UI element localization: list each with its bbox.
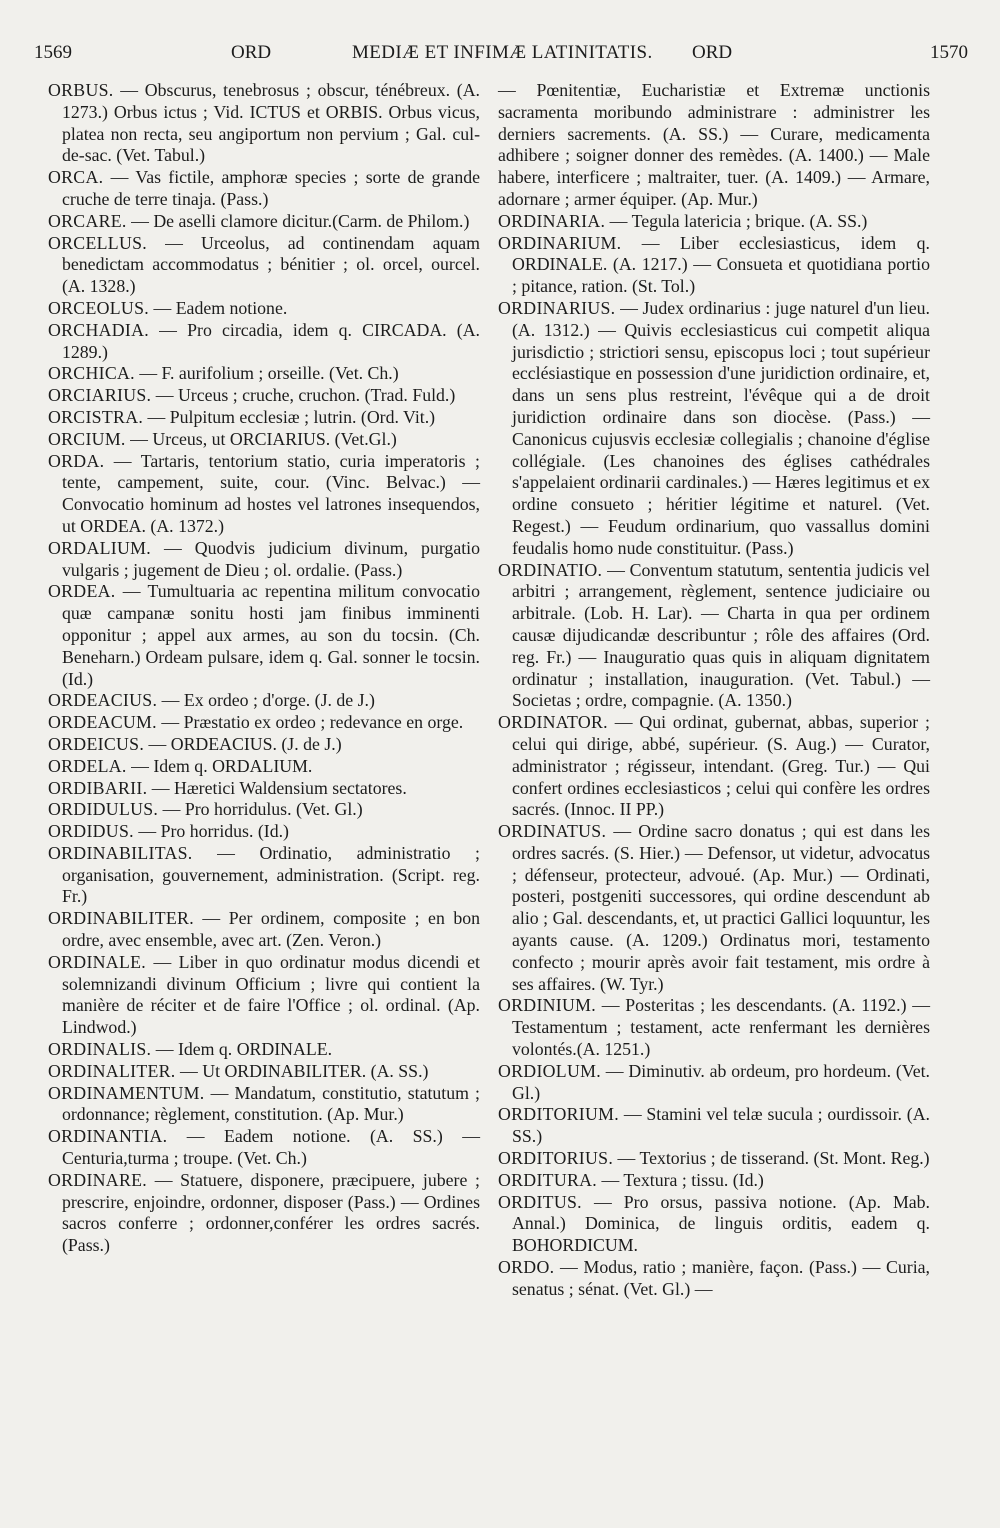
entry-definition: — Præstatio ex ordeo ; redevance en orge. [156, 712, 464, 733]
dictionary-entry [48, 952, 480, 1039]
dictionary-entry [48, 1061, 480, 1083]
dictionary-entry [48, 756, 480, 778]
dictionary-entry [48, 385, 480, 407]
entry-headword: ORDA. [48, 450, 105, 471]
entry-headword: ORCISTRA. [48, 406, 144, 427]
entry-headword: ORCHADIA. [48, 319, 149, 340]
dictionary-entry [498, 1170, 930, 1192]
dictionary-entry [48, 908, 480, 952]
entry-headword: ORDINATOR. [498, 712, 608, 733]
dictionary-entry [498, 233, 930, 298]
entry-definition: — Tegula latericia ; brique. (A. SS.) [605, 210, 868, 231]
entry-definition: — Obscurus, tenebrosus ; obscur, ténébreux. (A. 1273.) Orbus ictus ; Vid. ICTUS et ORBIS. Orbus vicus, platea non recta, seu angiportum non pervium ; Gal. cul-de-sac. (Vet. Tabul.) [62, 80, 480, 166]
entry-definition: — Pro circadia, idem q. CIRCADA. (A. 1289.) [62, 319, 480, 362]
entry-headword: ORDINARIUM. [498, 232, 622, 253]
entry-headword: ORBUS. [48, 80, 114, 100]
entry-headword: ORDINATUS. [498, 821, 607, 842]
entry-definition: — Conventum statutum, sententia judicis vel arbitri ; arrangement, règlement, sentence judiciaire ou arbitrale. (Lob. H. Lar). — Charta in qua per ordinem causæ dijudicandæ describuntur ; rôle des affaires (Ord. reg. Fr.) — Inauguratio quas quis in aliquam dignitatem ordinatur ; installation, inauguration. (Vet. Tabul.) — Societas ; ordre, compagnie. (A. 1350.) [512, 559, 930, 711]
entry-definition: — Liber in quo ordinatur modus dicendi et solemnizandi divinum Officium ; livre qui contient la manière de réciter et de faire l'Office ; ol. ordinal. (Ap. Lindwod.) [62, 951, 480, 1038]
entry-definition: — Ordinatio, administratio ; organisation, gouvernement, administration. (Script. reg. Fr.) [62, 842, 480, 907]
entry-definition: — Hæretici Waldensium sectatores. [147, 777, 407, 798]
guide-word-left: ORD [231, 42, 272, 63]
dictionary-entry [48, 1039, 480, 1061]
entry-definition: — Qui ordinat, gubernat, abbas, superior ; celui qui dirige, abbé, supérieur. (S. Aug.) — Curator, administrator ; régisseur, intendant. (Greg. Tur.) — Qui confert ordines ecclesiasticos ; celui qui confère les ordres sacrés. (Innoc. II PP.) [512, 712, 930, 820]
dictionary-entry [48, 538, 480, 582]
entry-headword: ORDEACUM. [48, 712, 157, 733]
entry-headword: ORCARE. [48, 210, 127, 231]
entry-definition: — Ordine sacro donatus ; qui est dans les ordres sacrés. (S. Hier.) — Defensor, ut videtur, advocatus ; défenseur, protecteur, advoué. (Ap. Mur.) — Ordinati, posteri, postgeniti successores, qui ordine descendunt ab alio ; Gal. descendants, et, ut practici Gallici loquuntur, les ayants cause. (A. 1209.) Ordinatus mori, testamento confecto ; mourir après avoir fait testament, mis ordre à ses affaires. (W. Tyr.) [512, 821, 930, 994]
dictionary-entry [48, 712, 480, 734]
page-number-left: 1569 [34, 42, 72, 63]
entry-definition: — Stamini vel telæ sucula ; ourdissoir. (A. SS.) [512, 1104, 930, 1147]
dictionary-entry [48, 581, 480, 690]
entry-headword: ORDEICUS. [48, 733, 145, 754]
entry-headword: ORDALIUM. [48, 537, 151, 558]
entry-definition: — Pro horridus. (Id.) [133, 821, 289, 842]
left-column [48, 80, 480, 1257]
entry-definition: — Per ordinem, composite ; en bon ordre, avec ensemble, avec art. (Zen. Veron.) [62, 908, 480, 951]
entry-headword: ORDINALE. [48, 951, 147, 972]
entry-definition: — Statuere, disponere, præcipuere, jubere ; prescrire, enjoindre, ordonner, disposer (Pass.) — Ordines sacros conferre ; ordonner,conférer les ordres sacrés. (Pass.) [62, 1169, 480, 1256]
entry-definition: — Mandatum, constitutio, statutum ; ordonnance; règlement, constitution. (Ap. Mur.) [62, 1082, 480, 1125]
entry-headword: ORDINANTIA. [48, 1126, 168, 1147]
dictionary-entry [48, 843, 480, 908]
entry-definition: — F. aurifolium ; orseille. (Vet. Ch.) [134, 363, 399, 384]
entry-headword: ORDINATIO. [498, 559, 603, 580]
dictionary-entry [498, 80, 930, 211]
dictionary-entry [498, 298, 930, 560]
dictionary-entry [48, 1083, 480, 1127]
dictionary-entry [498, 560, 930, 713]
entry-headword: ORCIUM. [48, 428, 126, 449]
dictionary-entry [48, 298, 480, 320]
dictionary-entry [48, 778, 480, 800]
dictionary-entry [48, 320, 480, 364]
entry-definition: — Eadem notione. [149, 297, 288, 318]
entry-definition: — Ex ordeo ; d'orge. (J. de J.) [157, 690, 375, 711]
entry-definition: — Tartaris, tentorium statio, curia imperatoris ; tente, campement, suite, cour. (Vinc. Belvac.) — Convocatio hominum ad hostes vel latrones insequendos, ut ORDEA. (A. 1372.) [62, 450, 480, 536]
dictionary-entry [48, 451, 480, 538]
entry-definition: — Urceolus, ad continendam aquam benedictam accommodatus ; bénitier ; ol. orcel, ourcel. (A. 1328.) [62, 232, 480, 297]
running-header [34, 42, 968, 72]
dictionary-entry [498, 995, 930, 1060]
dictionary-entry [48, 211, 480, 233]
guide-word-right: ORD [692, 42, 733, 63]
entry-headword: ORDEA. [48, 581, 116, 602]
page-number-right: 1570 [930, 42, 968, 63]
entry-headword: ORCEOLUS. [48, 297, 150, 318]
entry-headword: ORDIBARII. [48, 777, 148, 798]
entry-headword: ORDITORIUM. [498, 1104, 620, 1125]
dictionary-entry [48, 80, 480, 167]
dictionary-entry [498, 712, 930, 821]
dictionary-entry [48, 407, 480, 429]
dictionary-entry [48, 821, 480, 843]
dictionary-entry [48, 734, 480, 756]
entry-headword: ORDINARIA. [498, 210, 606, 231]
entry-headword: ORDELA. [48, 755, 127, 776]
entry-headword: ORDITUS. [498, 1191, 582, 1212]
entry-headword: ORDINABILITAS. [48, 842, 193, 863]
entry-definition: — Quodvis judicium divinum, purgatio vulgaris ; jugement de Dieu ; ol. ordalie. (Pass.) [62, 537, 480, 580]
entry-definition: — Pulpitum ecclesiæ ; lutrin. (Ord. Vit.) [143, 406, 436, 427]
entry-headword: ORCHICA. [48, 363, 135, 384]
entry-headword: ORCELLUS. [48, 232, 148, 253]
entry-headword: ORDINARE. [48, 1169, 148, 1190]
entry-definition: — ORDEACIUS. (J. de J.) [144, 733, 342, 754]
dictionary-entry [48, 363, 480, 385]
entry-headword: ORDINAMENTUM. [48, 1082, 205, 1103]
running-title: MEDIÆ ET INFIMÆ LATINITATIS. [352, 42, 653, 63]
entry-definition: — Vas fictile, amphoræ species ; sorte de grande cruche de terre tinaja. (Pass.) [62, 167, 480, 209]
entry-definition: — Eadem notione. (A. SS.) — Centuria,turma ; troupe. (Vet. Ch.) [62, 1126, 480, 1169]
entry-headword: ORDITURA. [498, 1169, 598, 1190]
entry-definition: — Idem q. ORDINALE. [151, 1039, 333, 1060]
dictionary-entry [48, 1126, 480, 1170]
entry-headword: ORDO. [498, 1257, 555, 1278]
entry-definition: — Textorius ; de tisserand. (St. Mont. Reg.) [613, 1148, 930, 1169]
entry-definition: — Tumultuaria ac repentina militum convocatio quæ campanæ sonitu hosti jam finibus imminenti opponitur ; appel aux armes, au son du tocsin. (Ch. Beneharn.) Ordeam pulsare, idem q. Gal. sonner le tocsin. (Id.) [62, 581, 480, 689]
entry-headword: ORDIDUS. [48, 821, 134, 842]
entry-definition: — Liber ecclesiasticus, idem q. ORDINALE. (A. 1217.) — Consueta et quotidiana portio ; pitance, ration. (St. Tol.) [512, 232, 930, 297]
entry-headword: ORDIDULUS. [48, 799, 159, 820]
entry-headword: ORDINIUM. [498, 995, 597, 1016]
dictionary-entry [498, 211, 930, 233]
dictionary-entry [48, 233, 480, 298]
entry-headword: ORDIOLUM. [498, 1060, 601, 1081]
dictionary-entry [48, 1170, 480, 1257]
entry-definition: — Urceus ; cruche, cruchon. (Trad. Fuld.) [151, 385, 456, 406]
dictionary-entry [498, 1257, 930, 1301]
entry-headword: ORDINALITER. [48, 1060, 176, 1081]
entry-definition: — De aselli clamore dicitur.(Carm. de Philom.) [126, 210, 470, 231]
entry-headword: ORDEACIUS. [48, 690, 158, 711]
entry-headword: ORDINALIS. [48, 1039, 152, 1060]
entry-headword: ORCA. [48, 167, 104, 188]
dictionary-entry [48, 690, 480, 712]
entry-definition: — Diminutiv. ab ordeum, pro hordeum. (Vet. Gl.) [512, 1060, 930, 1103]
entry-definition: — Pœnitentiæ, Eucharistiæ et Extremæ unctionis sacramenta moribundo administrare : administrer les derniers sacrements. (A. SS.) — Curare, medicamenta adhibere ; soigner donner des remèdes. (A. 1400.) — Male habere, interficere ; maltraiter, tuer. (A. 1409.) — Armare, adornare ; armer équiper. (Ap. Mur.) [498, 80, 930, 209]
dictionary-entry [48, 167, 480, 211]
entry-definition: — Pro orsus, passiva notione. (Ap. Mab. Annal.) Dominica, de linguis orditis, eadem q. BOHORDICUM. [512, 1191, 930, 1256]
entry-definition: — Pro horridulus. (Vet. Gl.) [158, 799, 363, 820]
dictionary-entry [48, 799, 480, 821]
entry-definition: — Idem q. ORDALIUM. [126, 755, 313, 776]
dictionary-entry [498, 1104, 930, 1148]
entry-definition: — Modus, ratio ; manière, façon. (Pass.) — Curia, senatus ; sénat. (Vet. Gl.) — [512, 1257, 930, 1299]
dictionary-entry [498, 821, 930, 995]
entry-definition: — Judex ordinarius : juge naturel d'un lieu. (A. 1312.) — Quivis ecclesiasticus cui competit aliqua jurisdictio ; strictiori sensu, episcopus loci ; tout supérieur ecclésiastique en possession d'une juridiction ordinaire, et, dans un sens plus restreint, l'évêque qui a de droit juridiction ordinaire dans son diocèse. (Pass.) — Canonicus cujusvis ecclesiæ collegialis ; chanoine d'église collégiale. (Les chanoines des églises cathédrales s'appelaient ordinarii cardinales.) — Hæres legitimus et ex ordine consueto ; héritier légitime et naturel. (Vet. Regest.) — Feudum ordinarium, quo vassallus domini feudalis homo nude constituitur. (Pass.) [512, 297, 930, 558]
dictionary-entry [498, 1148, 930, 1170]
entry-headword: ORDITORIUS. [498, 1148, 614, 1169]
entry-headword: ORDINARIUS. [498, 297, 616, 318]
right-column [498, 80, 930, 1301]
entry-definition: — Urceus, ut ORCIARIUS. (Vet.Gl.) [125, 428, 397, 449]
entry-definition: — Textura ; tissu. (Id.) [597, 1169, 764, 1190]
entry-definition: — Ut ORDINABILITER. (A. SS.) [175, 1060, 429, 1081]
entry-headword: ORCIARIUS. [48, 385, 152, 406]
dictionary-entry [498, 1192, 930, 1257]
entry-definition: — Posteritas ; les descendants. (A. 1192.) — Testamentum ; testament, acte renfermant les dernières volontés.(A. 1251.) [512, 995, 930, 1060]
entry-headword: ORDINABILITER. [48, 908, 194, 929]
dictionary-entry [498, 1061, 930, 1105]
dictionary-entry [48, 429, 480, 451]
